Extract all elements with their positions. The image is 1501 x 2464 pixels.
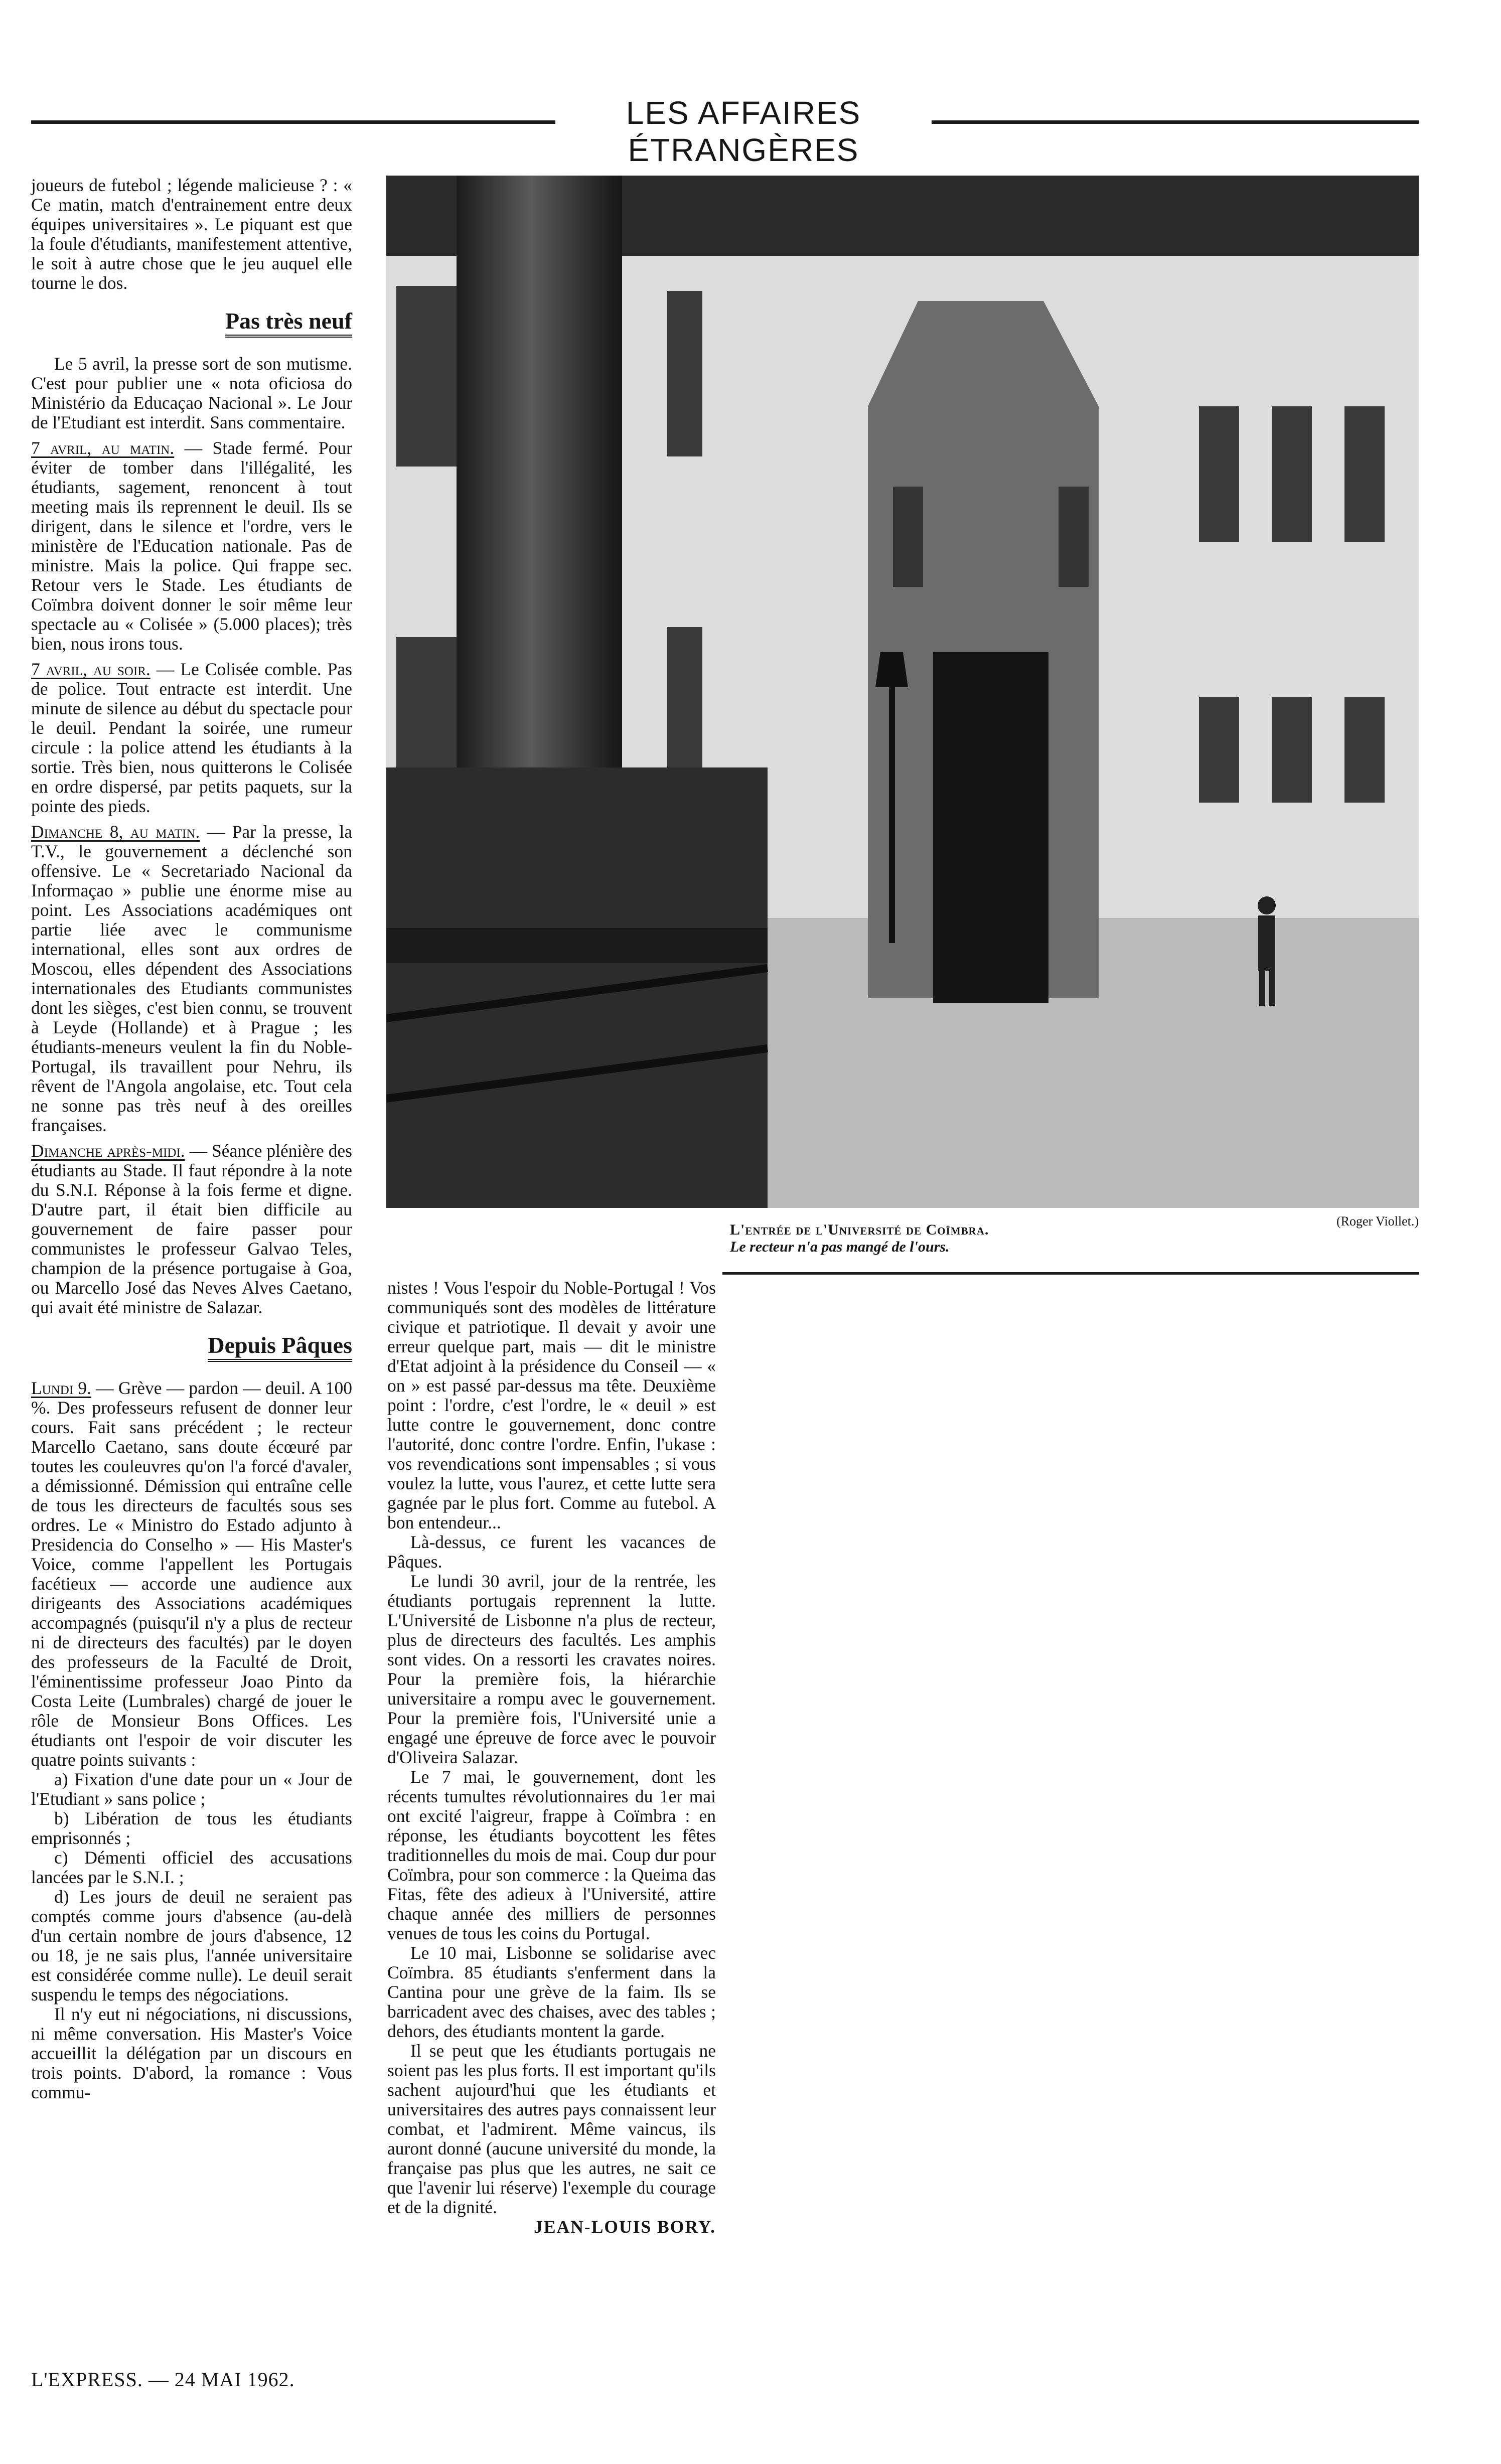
caption-subtitle: Le recteur n'a pas mangé de l'ours. xyxy=(730,1239,950,1255)
dateline: Dimanche après-midi. xyxy=(31,1141,185,1161)
point-a: a) Fixation d'une date pour un « Jour de l'Etudiant » sans police ; xyxy=(31,1769,352,1809)
photo-caption xyxy=(730,1221,1232,1256)
paragraph-dimanche-apres-midi xyxy=(31,1141,352,1317)
caption-rule xyxy=(722,1272,1419,1275)
paragraph-body: — Stade fermé. Pour éviter de tomber dans l'illégalité, les étudiants, sagement, renoncent à tout meeting mais ils reprennent le deuil. Ils se dirigent, dans le silence et l'ordre, vers le ministère de l'Education nationale. Pas de ministre. Mais la police. Qui frappe sec. Retour vers le Stade. Les étudiants de Coïmbra doivent donner le soir même leur spectacle au « Colisée » (5.000 places); très bien, nous irons tous. xyxy=(31,438,352,654)
paragraph-negociations: Il n'y eut ni négociations, ni discussions, ni même conversation. His Master's Voice accueillit la délégation par un discours en trois points. D'abord, la romance : Vous commu- xyxy=(31,2004,352,2102)
paragraph-7-avril-soir xyxy=(31,660,352,816)
page-footer: L'EXPRESS. — 24 MAI 1962. xyxy=(31,2368,295,2391)
paragraph-body: — Le Colisée comble. Pas de police. Tout entracte est interdit. Une minute de silence au début du spectacle pour le deuil. Pendant la soirée, une rumeur circule : la police attend les étudiants à la sortie. Très bien, nous quitterons le Colisée en ordre dispersé, par petits paquets, sur la pointe des pieds. xyxy=(31,659,352,816)
photo-credit: (Roger Viollet.) xyxy=(1336,1214,1419,1228)
middle-column xyxy=(387,1278,716,2237)
author-signature: JEAN-LOUIS BORY. xyxy=(534,2217,716,2237)
left-column xyxy=(31,176,352,2102)
paragraph-body: — Par la presse, la T.V., le gouvernement a déclenché son offensive. Le « Secretariado Nacional da Informaçao » publie une énorme mise au point. Les Associations académiques ont partie liée avec le communisme international, elles sont aux ordres de Moscou, elles dépendent des Associations internationales des Etudiants communistes dont les sièges, c'est bien connu, se trouvent à Leyde (Hollande) et à Prague ; les étudiants-meneurs veulent la fin du Noble-Portugal, ils travaillent pour Nehru, ils rêvent de l'Angola angolaise, etc. Tout cela ne sonne pas très neuf à des oreilles françaises. xyxy=(31,822,352,1135)
caption-title: L'entrée de l'Université de Coïmbra. xyxy=(730,1221,989,1238)
intro-paragraph: joueurs de futebol ; légende malicieuse ? : « Ce matin, match d'entrainement entre deux équipes universitaires ». Le piquant est que la foule d'étudiants, manifestement attentive, le soit à autre chose que le jeu auquel elle tourne le dos. xyxy=(31,175,352,293)
subhead-text: Depuis Pâques xyxy=(208,1332,352,1362)
paragraph-7-avril-matin xyxy=(31,438,352,654)
subhead-depuis-paques xyxy=(31,1332,352,1358)
paragraph-final: Il se peut que les étudiants portugais ne soient pas les plus forts. Il est important qu'ils sachent aujourd'hui que les étudiants et universitaires des autres pays connaissent leur combat, et l'admirent. Même vaincus, ils auront donné (aucune université du monde, la française pas plus que les autres, ne sait ce que l'avenir lui réserve) l'exemple du courage et de la dignité. xyxy=(387,2041,716,2217)
subhead-pas-tres-neuf xyxy=(31,308,352,334)
dateline: Lundi 9. xyxy=(31,1378,91,1398)
paragraph-10-mai: Le 10 mai, Lisbonne se solidarise avec Coïmbra. 85 étudiants s'enferment dans la Cantina pour une grève de la faim. Ils se barricadent avec des chaises, avec des tables ; dehors, des étudiants montent la garde. xyxy=(387,1943,716,2041)
point-c: c) Démenti officiel des accusations lancées par le S.N.I. ; xyxy=(31,1847,352,1887)
dateline: Dimanche 8, au matin. xyxy=(31,822,200,842)
paragraph-30-avril: Le lundi 30 avril, jour de la rentrée, les étudiants portugais reprennent la lutte. L'Université de Lisbonne n'a plus de recteur, plus de directeurs des facultés. Les amphis sont vides. On a ressorti les cravates noires. Pour la première fois, la hiérarchie universitaire a rompu avec le gouvernement. Pour la première fois, l'Université unie a engagé une épreuve de force avec le pouvoir d'Oliveira Salazar. xyxy=(387,1571,716,1767)
stone-balustrade xyxy=(386,767,768,1208)
paragraph-continuation: nistes ! Vous l'espoir du Noble-Portugal ! Vos communiqués sont des modèles de littérature civique et patriotique. Il devait y avoir une erreur quelque part, mais — dit le ministre d'Etat adjoint à la présidence du Conseil — « on » est passé par-dessus ma tête. Deuxième point : l'ordre, c'est l'ordre, le « deuil » est lutte contre le gouvernement, donc contre l'autorité, donc contre l'ordre. Enfin, l'ukase : vos revendications sont impensables ; si vous voulez la lutte, vous l'aurez, et cette lutte sera gagnée par le plus fort. Comme au futebol. A bon entendeur... xyxy=(387,1278,716,1532)
subhead-text: Pas très neuf xyxy=(225,308,352,338)
paragraph-body: — Grève — pardon — deuil. A 100 %. Des professeurs refusent de donner leur cours. Fait sans précédent ; le recteur Marcello Caetano, sans doute écœuré par toutes les couleuvres qu'on l'a forcé d'avaler, a démissionné. Démission qui entraîne celle de tous les directeurs de facultés sous ses ordres. Le « Ministro do Estado adjunto à Presidencia do Conselho » — His Master's Voice, comme l'appellent les Portugais facétieux — accorde une audience aux dirigeants des Associations académiques accompagnés (puisqu'il n'y a plus de recteur ni de directeurs des facultés) par le doyen des professeurs de la Faculté de Droit, l'éminentissime professeur Joao Pinto da Costa Leite (Lumbrales) chargé de jouer le rôle de Monsieur Bons Offices. Les étudiants ont l'espoir de voir discuter les quatre points suivants : xyxy=(31,1378,352,1770)
dateline: 7 avril, au matin. xyxy=(31,438,175,458)
header-rule-left xyxy=(31,120,555,124)
point-d: d) Les jours de deuil ne seraient pas comptés comme jours d'absence (au-delà d'un certain nombre de jours d'absence, 12 ou 18, je ne sais plus, l'année universitaire est considérée comme nulle). Le deuil serait suspendu le temps des négociations. xyxy=(31,1887,352,2005)
paragraph-dimanche-8 xyxy=(31,822,352,1135)
paragraph-7-mai: Le 7 mai, le gouvernement, dont les récents tumultes révolutionnaires du 1er mai ont excité l'aigreur, frappe à Coïmbra : en réponse, les étudiants boycottent les fêtes traditionnelles du mois de mai. Coup dur pour Coïmbra, pour son commerce : la Queima das Fitas, fête des adieux à l'Université, attire chaque année des milliers de personnes venues de tous les coins du Portugal. xyxy=(387,1767,716,1943)
point-b: b) Libération de tous les étudiants emprisonnés ; xyxy=(31,1808,352,1848)
paragraph-paques: Là-dessus, ce furent les vacances de Pâques. xyxy=(387,1532,716,1572)
header-rule-right xyxy=(932,120,1419,124)
university-entrance-photo xyxy=(386,176,1419,1208)
paragraph-5-avril: Le 5 avril, la presse sort de son mutisme. C'est pour publier une « nota oficiosa do Ministério da Educaçao Nacional ». Le Jour de l'Etudiant est interdit. Sans commentaire. xyxy=(31,354,352,432)
section-title: LES AFFAIRES ÉTRANGÈRES xyxy=(626,95,861,168)
paragraph-lundi-9 xyxy=(31,1378,352,1770)
section-header xyxy=(31,93,1419,168)
paragraph-body: — Séance plénière des étudiants au Stade. Il faut répondre à la note du S.N.I. Réponse à la fois ferme et digne. D'autre part, il était bien difficile au gouvernement de faire passer pour communistes le professeur Galvao Teles, champion de la présence portugaise à Goa, ou Marcello José das Neves Alves Caetano, qui avait été ministre de Salazar. xyxy=(31,1141,352,1317)
dateline: 7 avril, au soir. xyxy=(31,659,151,679)
